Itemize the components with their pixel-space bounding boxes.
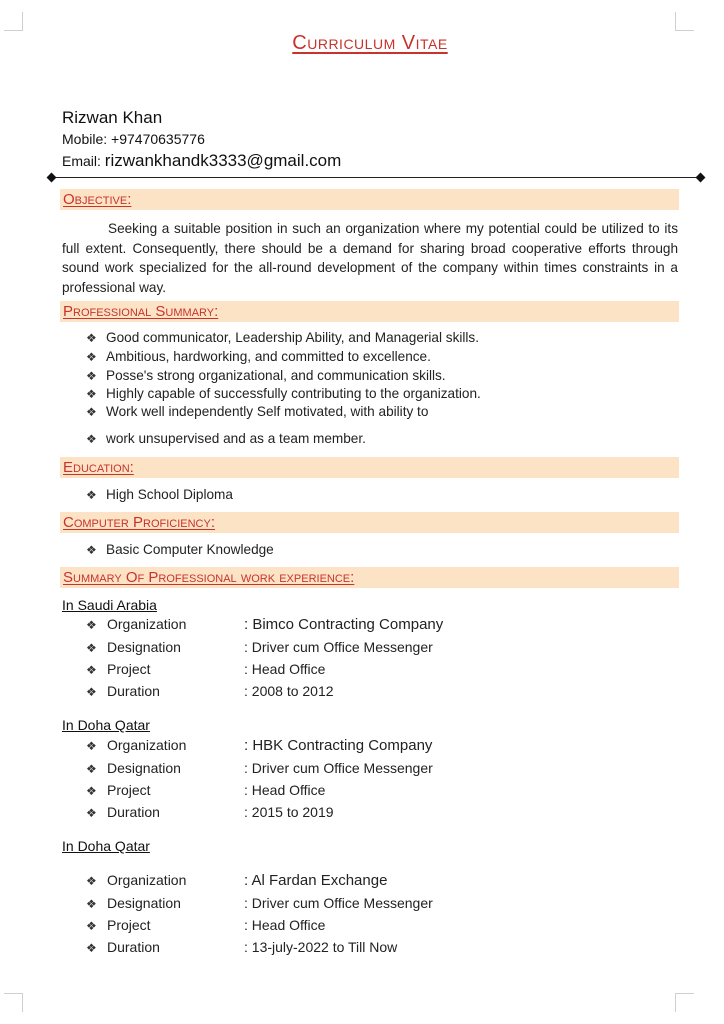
summary-item: ❖ Highly capable of successfully contributing to the organization.: [86, 386, 481, 401]
mobile-line: [62, 131, 205, 147]
section-heading-text: Professional Summary:: [63, 303, 219, 320]
summary-item: ❖ work unsupervised and as a team member.: [86, 431, 366, 446]
summary-item: ❖ Ambitious, hardworking, and committed to excellence.: [86, 349, 431, 364]
experience-row: ❖ Organization : Al Fardan Exchange: [86, 872, 388, 889]
experience-region: In Doha Qatar: [62, 838, 150, 854]
experience-row: ❖ Designation : Driver cum Office Messenger: [86, 760, 433, 776]
bullet-diamond-icon: ❖: [86, 641, 97, 655]
experience-region: In Saudi Arabia: [62, 597, 157, 613]
section-heading-text: Computer Proficiency:: [63, 514, 216, 531]
page-corner-mark: [4, 12, 23, 31]
bullet-diamond-icon: ❖: [86, 806, 97, 820]
experience-row: ❖ Duration : 2015 to 2019: [86, 804, 334, 820]
education-item: ❖ High School Diploma: [86, 487, 233, 502]
bullet-diamond-icon: ❖: [86, 369, 97, 383]
candidate-name: Rizwan Khan: [62, 108, 163, 127]
section-heading-work-experience: [60, 567, 679, 588]
experience-row: ❖ Organization : HBK Contracting Company: [86, 737, 433, 754]
experience-row: ❖ Duration : 2008 to 2012: [86, 683, 334, 699]
experience-row: ❖ Project : Head Office: [86, 917, 326, 933]
page-corner-mark: [4, 993, 23, 1012]
section-heading-computer-proficiency: [60, 512, 679, 533]
bullet-diamond-icon: ❖: [86, 331, 97, 345]
section-heading-text: Education:: [63, 459, 134, 476]
summary-item: ❖ Posse's strong organizational, and communication skills.: [86, 368, 446, 383]
bullet-diamond-icon: ❖: [86, 663, 97, 677]
email-label: Email:: [62, 153, 101, 169]
mobile-label: Mobile:: [62, 131, 108, 147]
experience-region: In Doha Qatar: [62, 717, 150, 733]
summary-item: ❖ Work well independently Self motivated, with ability to: [86, 404, 429, 419]
email-value: rizwankhandk3333@gmail.com: [104, 151, 342, 170]
computer-item: ❖ Basic Computer Knowledge: [86, 542, 274, 557]
experience-row: ❖ Duration : 13-july-2022 to Till Now: [86, 939, 398, 955]
experience-row: ❖ Project : Head Office: [86, 782, 326, 798]
experience-row: ❖ Designation : Driver cum Office Messenger: [86, 639, 433, 655]
mobile-value: +97470635776: [111, 131, 205, 147]
bullet-diamond-icon: ❖: [86, 685, 97, 699]
section-heading-objective: [60, 189, 679, 210]
bullet-diamond-icon: ❖: [86, 405, 97, 419]
bullet-diamond-icon: ❖: [86, 488, 97, 502]
page-corner-mark: [675, 12, 694, 31]
section-heading-text: Summary Of Professional work experience:: [63, 569, 355, 586]
page-corner-mark: [675, 993, 694, 1012]
bullet-diamond-icon: ❖: [86, 543, 97, 557]
section-heading-text: Objective:: [63, 191, 132, 208]
objective-paragraph: Seeking a suitable position in such an organization where my potential could be utilized to its full extent. Consequently, there should be a demand for sharing broad cooperative efforts through sound work specialized for the all-round development of the company within times constraints in a professional way.: [62, 221, 678, 295]
bullet-diamond-icon: ❖: [86, 874, 97, 888]
document-title: Curriculum Vitae: [292, 32, 448, 54]
experience-row: ❖ Project : Head Office: [86, 661, 326, 677]
email-line: [62, 151, 341, 171]
section-heading-professional-summary: [60, 301, 679, 322]
bullet-diamond-icon: ❖: [86, 618, 97, 632]
bullet-diamond-icon: ❖: [86, 762, 97, 776]
bullet-diamond-icon: ❖: [86, 432, 97, 446]
divider-diamond-left: [47, 173, 57, 183]
bullet-diamond-icon: ❖: [86, 387, 97, 401]
bullet-diamond-icon: ❖: [86, 941, 97, 955]
header-divider: [52, 177, 700, 178]
experience-row: ❖ Designation : Driver cum Office Messenger: [86, 895, 433, 911]
bullet-diamond-icon: ❖: [86, 919, 97, 933]
experience-row: ❖ Organization : Bimco Contracting Company: [86, 616, 444, 633]
bullet-diamond-icon: ❖: [86, 350, 97, 364]
section-heading-education: [60, 457, 679, 478]
bullet-diamond-icon: ❖: [86, 739, 97, 753]
summary-item: ❖ Good communicator, Leadership Ability, and Managerial skills.: [86, 330, 480, 345]
divider-diamond-right: [696, 173, 706, 183]
bullet-diamond-icon: ❖: [86, 784, 97, 798]
bullet-diamond-icon: ❖: [86, 897, 97, 911]
